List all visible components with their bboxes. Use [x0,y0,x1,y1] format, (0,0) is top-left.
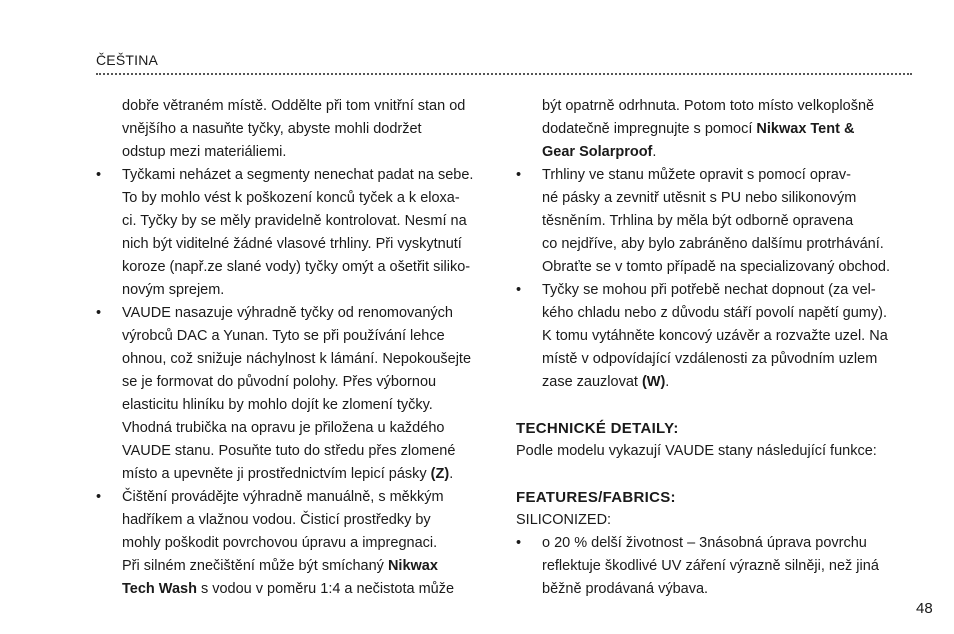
text-line: se je formovat do původní polohy. Přes výbornou [122,374,437,390]
text-line [542,141,916,164]
section-title-features-fabrics: FEATURES/FABRICS: [516,489,676,506]
text-line: vnějšího a nasuňte tyčky, abyste mohli dodržet [122,121,422,137]
page-number: 48 [916,600,933,617]
text-line: Tyčkami neházet a segmenty nenechat padat na sebe. [122,167,474,183]
bullet-item-siliconized [516,532,916,601]
text-line: hadříkem a vlažnou vodou. Čisticí prostředky by [122,512,431,528]
bullet-marker: • [96,489,102,505]
bullet-marker: • [516,167,522,183]
text-line: odstup mezi materiáliemi. [122,144,287,160]
siliconized-label: SILICONIZED: [516,512,612,528]
text-line: nich být viditelné žádné vlasové trhliny. Při vyskytnutí [122,236,462,252]
text-line [542,371,916,394]
text-run: . [449,466,454,482]
text-line: reflektuje škodlivé UV záření výrazně silněji, než jiná [542,558,879,574]
text-line: ohnou, což snižuje náchylnost k lámání. Nepokoušejte [122,351,472,367]
continuation-paragraph [516,95,916,164]
text-line: místě v odpovídající vzdálenosti za původním uzlem [542,351,878,367]
text-run: místo a upevněte ji prostřednictvím lepicí pásky [122,466,431,482]
text-line: těsněním. Trhlina by měla být odborně opravena [542,213,854,229]
product-name: Tech Wash [122,581,197,597]
text-run: . [652,144,657,160]
technical-details-text: Podle modelu vykazují VAUDE stany následující funkce: [516,443,877,459]
text-line: Vhodná trubička na opravu je přiložena u každého [122,420,445,436]
header-dotted-rule [96,73,912,75]
section-title-technical-details: TECHNICKÉ DETAILY: [516,420,679,437]
text-line: Obraťte se v tomto případě na specializovaný obchod. [542,259,890,275]
text-line: o 20 % delší životnost – 3násobná úprava povrchu [542,535,867,551]
product-name: Nikwax Tent & [756,121,855,137]
text-run: . [665,374,670,390]
text-line: K tomu vytáhněte koncový uzávěr a rozvažte uzel. Na [542,328,888,344]
text-line: běžně prodávaná výbava. [542,581,709,597]
text-line: elasticitu hliníku by mohlo dojít ke zlomení tyčky. [122,397,433,413]
right-column [516,95,916,601]
text-run: zase zauzlovat [542,374,642,390]
spacer [516,463,916,486]
continuation-paragraph [96,95,496,164]
text-line: VAUDE stanu. Posuňte tuto do středu přes zlomené [122,443,456,459]
bullet-item-pole-repair [96,302,496,486]
bullet-marker: • [96,305,102,321]
text-line: novým sprejem. [122,282,225,298]
text-line: Tyčky se mohou při potřebě nechat dopnout (za vel- [542,282,876,298]
spacer [516,394,916,417]
text-line: výrobců DAC a Yunan. Tyto se při používání lehce [122,328,445,344]
text-line: co nejdříve, aby bylo zabráněno dalšímu protrhávání. [542,236,884,252]
text-line: mohly poškodit povrchovou úpravu a impregnaci. [122,535,438,551]
text-line: Trhliny ve stanu můžete opravit s pomocí oprav- [542,167,851,183]
product-name: Gear Solarproof [542,144,653,160]
bullet-item-poles-handling [96,164,496,302]
text-line: VAUDE nasazuje výhradně tyčky od renomovaných [122,305,453,321]
text-run: s vodou v poměru 1:4 a nečistota může [196,581,455,597]
bullet-marker: • [516,282,522,298]
text-line: To by mohlo vést k poškození konců tyček a k eloxa- [122,190,460,206]
text-line: Čištění provádějte výhradně manuálně, s měkkým [122,489,444,505]
text-line: koroze (např.ze slané vody) tyčky omýt a ošetřit siliko- [122,259,471,275]
figure-ref-w: (W) [641,374,666,390]
figure-ref-z: (Z) [430,466,450,482]
text-line: být opatrně odrhnuta. Potom toto místo velkoplošně [542,98,875,114]
text-line [122,463,496,486]
bullet-marker: • [516,535,522,551]
text-run: dodatečně impregnujte s pomocí [542,121,757,137]
bullet-item-tear-repair [516,164,916,279]
text-line: né pásky a zevnitř utěsnit s PU nebo silikonovým [542,190,857,206]
left-column [96,95,496,601]
text-line [542,118,916,141]
header-language: ČEŠTINA [96,52,159,68]
bullet-item-pole-tension [516,279,916,394]
bullet-item-cleaning [96,486,496,601]
text-line: ci. Tyčky by se měly pravidelně kontrolovat. Nesmí na [122,213,467,229]
product-name: Nikwax [387,558,438,574]
text-line [122,555,496,578]
text-run: Při silném znečištění může být smíchaný [122,558,388,574]
text-line: kého chladu nebo z důvodu stáří povolí napětí gumy). [542,305,887,321]
bullet-marker: • [96,167,102,183]
text-line [122,578,496,601]
text-line: dobře větraném místě. Oddělte při tom vnitřní stan od [122,98,466,114]
